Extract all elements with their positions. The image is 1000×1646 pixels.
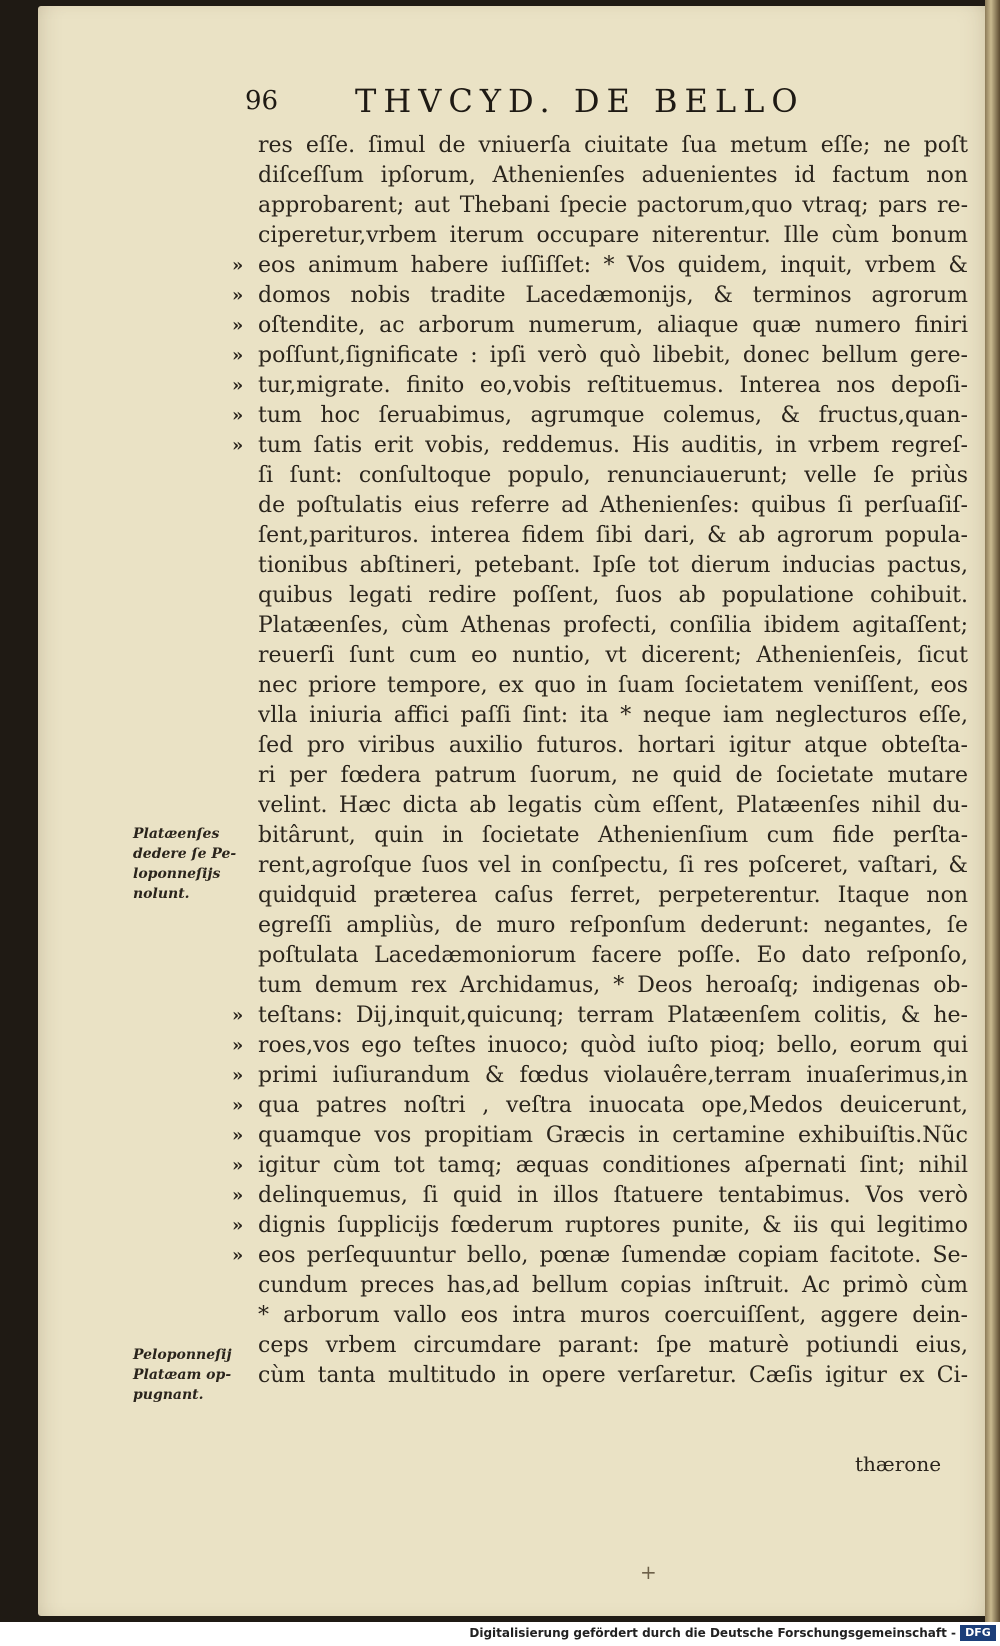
quote-mark: » [232, 1125, 244, 1146]
text-line: tionibus abſtineri, petebant. Ipſe tot dierum inducias pactus, [258, 553, 968, 578]
text-line: bitârunt, quin in ſocietate Athenienſium cum fide perſta- [258, 823, 968, 848]
funding-credit: Digitalisierung gefördert durch die Deutsche Forschungsgemeinschaft - [469, 1626, 956, 1640]
text-line: cùm tanta multitudo in opere verſaretur. Cæſis igitur ex Ci- [258, 1363, 968, 1388]
text-line: primi iuſiurandum & fœdus violauêre,terram inuaſerimus,in [258, 1063, 968, 1088]
quote-mark: » [232, 1005, 244, 1026]
text-line: ceps vrbem circumdare parant: ſpe maturè potiundi eius, [258, 1333, 968, 1358]
text-line: ciperetur,vrbem iterum occupare niterentur. Ille cùm bonum [258, 223, 968, 248]
quote-mark: » [232, 1155, 244, 1176]
signature-mark: + [640, 1560, 657, 1584]
quote-mark: » [232, 285, 244, 306]
text-line: roes,vos ego teſtes inuoco; quòd iuſto pioq; bello, eorum qui [258, 1033, 968, 1058]
text-line: cundum preces has,ad bellum copias inſtruit. Ac primò cùm [258, 1273, 968, 1298]
text-line: tur,migrate. finito eo,vobis reſtituemus. Interea nos depoſi- [258, 373, 968, 398]
text-line: eos perſequuntur bello, pœnæ ſumendæ copiam facitote. Se- [258, 1243, 968, 1268]
text-line: de poſtulatis eius referre ad Athenienſes: quibus ſi perſuaſiſ- [258, 493, 968, 518]
quote-mark: » [232, 1185, 244, 1206]
text-line: ſed pro viribus auxilio futuros. hortari igitur atque obteſta- [258, 733, 968, 758]
marginal-note-line: Platæam op- [133, 1367, 232, 1383]
text-line: ſi ſunt: conſultoque populo, renunciauerunt; velle ſe priùs [258, 463, 968, 488]
marginal-note-line: loponneſijs [133, 866, 221, 882]
text-line: quamque vos propitiam Græcis in certamine exhibuiſtis.Nũc [258, 1123, 968, 1148]
running-header [245, 82, 865, 124]
text-line: ſent,parituros. interea fidem ſibi dari, & ab agrorum popula- [258, 523, 968, 548]
text-line: oſtendite, ac arborum numerum, aliaque quæ numero finiri [258, 313, 968, 338]
text-line: approbarent; aut Thebani ſpecie pactorum,quo vtraq; pars re- [258, 193, 968, 218]
marginal-note-line: nolunt. [133, 886, 190, 902]
page-edge [985, 0, 1000, 1622]
text-line: tum ſatis erit vobis, reddemus. His auditis, in vrbem regreſ- [258, 433, 968, 458]
text-line: qua patres noſtri , veſtra inuocata ope,Medos deuicerunt, [258, 1093, 968, 1118]
text-line: delinquemus, ſi quid in illos ſtatuere tentabimus. Vos verò [258, 1183, 968, 1208]
text-line: ri per fœdera patrum ſuorum, ne quid de ſocietate mutare [258, 763, 968, 788]
running-title: THVCYD. DE BELLO [355, 82, 805, 120]
marginal-note [133, 824, 243, 904]
text-line: quidquid præterea caſus ferret, perpeterentur. Itaque non [258, 883, 968, 908]
text-line: igitur cùm tot tamq; æquas conditiones aſpernati ſint; nihil [258, 1153, 968, 1178]
quote-mark: » [232, 435, 244, 456]
marginal-note-line: pugnant. [133, 1387, 204, 1403]
quote-mark: » [232, 405, 244, 426]
quote-mark: » [232, 1065, 244, 1086]
text-line: teſtans: Dij,inquit,quicunq; terram Platæenſem colitis, & he- [258, 1003, 968, 1028]
quote-mark: » [232, 1095, 244, 1116]
marginal-note-line: Platæenſes [133, 826, 220, 842]
text-line: poſtulata Lacedæmoniorum facere poſſe. Eo dato reſponſo, [258, 943, 968, 968]
text-line: * arborum vallo eos intra muros coercuiſſent, aggere dein- [258, 1303, 968, 1328]
text-line: res eſſe. ſimul de vniuerſa ciuitate ſua metum eſſe; ne poſt [258, 133, 968, 158]
text-line: vlla iniuria affici paſſi ſint: ita * neque iam neglecturos eſſe, [258, 703, 968, 728]
page-number: 96 [245, 86, 279, 116]
quote-mark: » [232, 1245, 244, 1266]
text-line: domos nobis tradite Lacedæmonijs, & terminos agrorum [258, 283, 968, 308]
text-line: nec priore tempore, ex quo in ſuam ſocietatem veniſſent, eos [258, 673, 968, 698]
footer-bar [0, 1622, 1000, 1646]
dfg-logo: DFG [960, 1625, 996, 1641]
quote-mark: » [232, 375, 244, 396]
text-line: eos animum habere iuſſiſſet: * Vos quidem, inquit, vrbem & [258, 253, 968, 278]
marginal-note-line: Peloponneſij [133, 1347, 232, 1363]
text-line: dignis ſupplicijs fœderum ruptores punite, & iis qui legitimo [258, 1213, 968, 1238]
text-line: reuerſi ſunt cum eo nuntio, vt dicerent; Athenienſeis, ſicut [258, 643, 968, 668]
text-line: poſſunt,ſignificate : ipſi verò quò libebit, donec bellum gere- [258, 343, 968, 368]
text-line: velint. Hæc dicta ab legatis cùm eſſent, Platæenſes nihil du- [258, 793, 968, 818]
quote-mark: » [232, 1035, 244, 1056]
text-line: rent,agroſque ſuos vel in conſpectu, ſi res poſceret, vaſtari, & [258, 853, 968, 878]
marginal-note [133, 1345, 243, 1405]
text-line: diſceſſum ipſorum, Athenienſes aduenientes id factum non [258, 163, 968, 188]
quote-mark: » [232, 315, 244, 336]
text-line: Platæenſes, cùm Athenas profecti, conſilia ibidem agitaſſent; [258, 613, 968, 638]
text-line: tum demum rex Archidamus, * Deos heroaſq; indigenas ob- [258, 973, 968, 998]
quote-mark: » [232, 1215, 244, 1236]
catchword: thærone [855, 1452, 942, 1476]
text-line: egreſſi ampliùs, de muro reſponſum dederunt: negantes, ſe [258, 913, 968, 938]
text-line: tum hoc ſeruabimus, agrumque colemus, & fructus,quan- [258, 403, 968, 428]
marginal-note-line: dedere ſe Pe- [133, 846, 237, 862]
quote-mark: » [232, 345, 244, 366]
quote-mark: » [232, 255, 244, 276]
text-line: quibus legati redire poſſent, ſuos ab populatione cohibuit. [258, 583, 968, 608]
